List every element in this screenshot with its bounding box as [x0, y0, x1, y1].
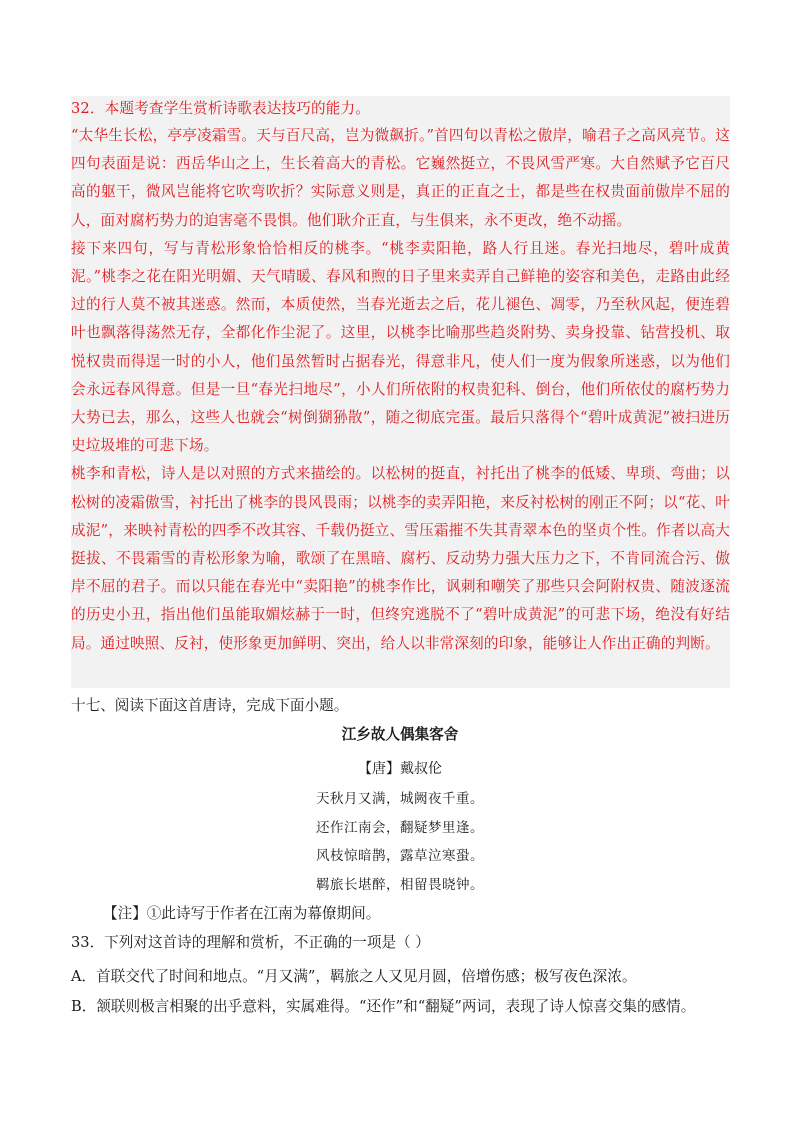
answer-explanation-block [71, 96, 730, 688]
poem-title: 江乡故人偶集客舍 [341, 726, 459, 743]
poem-note: 【注】①此诗写于作者在江南为幕僚期间。 [103, 905, 381, 922]
poem-body [0, 785, 800, 899]
question-options [71, 962, 751, 1022]
poem-line: 还作江南会，翻疑梦里逢。 [316, 819, 484, 836]
answer-paragraph-1: “太华生长松，亭亭凌霜雪。天与百尺高，岂为微飙折。”首四句以青松之傲岸，喻君子之高风亮节。这四句表面是说：西岳华山之上，生长着高大的青松。它巍然挺立，不畏风雪严寒。大自然赋予它百尺高的躯干，微风岂能将它吹弯吹折？实际意义则是，真正的正直之士，都是些在权贵面前傲岸不屈的人，面对腐朽势力的迫害毫不畏惧。他们耿介正直，与生俱来，永不更改，绝不动摇。 [71, 127, 730, 229]
answer-number-line: 32．本题考查学生赏析诗歌表达技巧的能力。 [71, 100, 371, 117]
poem-author: 【唐】戴叔伦 [358, 761, 442, 777]
question-stem: 33．下列对这首诗的理解和赏析，不正确的一项是（ ） [71, 934, 430, 951]
poem-line: 天秋月又满，城阙夜千重。 [316, 791, 484, 807]
poem-line: 风枝惊暗鹊，露草泣寒蛩。 [316, 848, 484, 864]
answer-paragraph-2: 接下来四句，写与青松形象恰恰相反的桃李。“桃李卖阳艳，路人行且迷。春光扫地尽，碧叶成黄泥。”桃李之花在阳光明媚、天气晴暖、春风和煦的日子里来卖弄自己鲜艳的姿容和美色，走路由此经过的行人莫不被其迷惑。然而，本质使然，当春光逝去之后，花儿褪色、凋零，乃至秋风起，便连碧叶也飘落得荡然无存，全都化作尘泥了。这里，以桃李比喻那些趋炎附势、卖身投靠、钻营投机、取悦权贵而得逞一时的小人，他们虽然暂时占据春光，得意非凡，使人们一度为假象所迷惑，以为他们会永远春风得意。但是一旦“春光扫地尽”，小人们所依附的权贵犯科、倒台，他们所依仗的腐朽势力大势已去，那么，这些人也就会“树倒猢狲散”，随之彻底完蛋。最后只落得个“碧叶成黄泥”被扫进历史垃圾堆的可悲下场。 [71, 239, 730, 455]
section-heading: 十七、阅读下面这首唐诗，完成下面小题。 [71, 697, 349, 714]
option-a: A．首联交代了时间和地点。“月又满”，羁旅之人又见月圆，倍增伤感；极写夜色深浓。 [71, 968, 637, 985]
poem-line: 羁旅长堪醉，相留畏晓钟。 [316, 876, 484, 893]
option-b: B．颔联则极言相聚的出乎意料，实属难得。“还作”和“翻疑”两词，表现了诗人惊喜交集的感情。 [71, 998, 696, 1015]
answer-paragraph-3: 桃李和青松，诗人是以对照的方式来描绘的。以松树的挺直，衬托出了桃李的低矮、卑琐、弯曲；以松树的凌霜傲雪，衬托出了桃李的畏风畏雨；以桃李的卖弄阳艳，来反衬松树的刚正不阿；以“花、叶成泥”，来映衬青松的四季不改其容、千载仍挺立、雪压霜摧不失其青翠本色的坚贞个性。作者以高大挺拔、不畏霜雪的青松形象为喻，歌颂了在黑暗、腐朽、反动势力强大压力之下，不肯同流合污、傲岸不屈的君子。而以只能在春光中“卖阳艳”的桃李作比，讽刺和嘲笑了那些只会阿附权贵、随波逐流的历史小丑，指出他们虽能取媚炫赫于一时，但终究逃脱不了“碧叶成黄泥”的可悲下场，绝没有好结局。通过映照、反衬，使形象更加鲜明、突出，给人以非常深刻的印象，能够让人作出正确的判断。 [71, 465, 730, 652]
